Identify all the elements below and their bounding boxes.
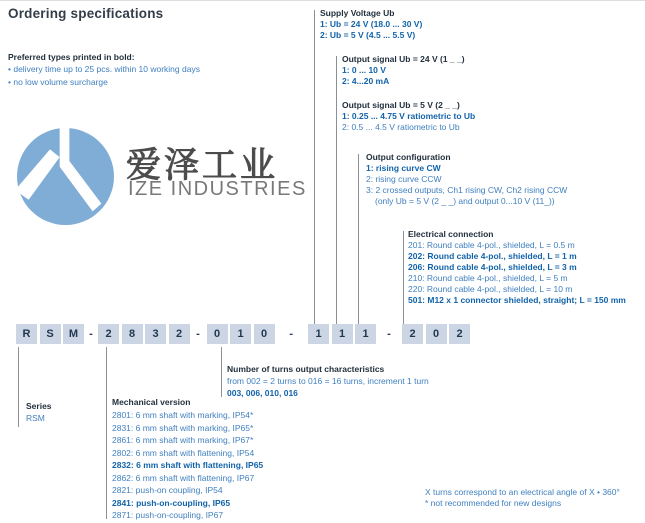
- page-top-rule: [0, 0, 645, 1]
- supply-option-2: 2: Ub = 5 V (4.5 ... 5.5 V): [320, 30, 416, 40]
- number-of-turns-section: [227, 363, 429, 399]
- code-dash: -: [196, 328, 200, 340]
- code-dash: -: [289, 328, 294, 340]
- footnote-turns-angle: X turns correspond to an electrical angle of X • 360°: [425, 487, 620, 497]
- code-char-box: 2: [449, 324, 470, 344]
- turns-preferred-values: 003, 006, 010, 016: [227, 388, 298, 398]
- electrical-connection-heading: Electrical connection: [408, 229, 494, 239]
- code-char-box: 0: [254, 324, 275, 344]
- electrical-option-210: 210: Round cable 4-pol., shielded, L = 5 m: [408, 273, 568, 283]
- mech-option-2821: 2821: push-on coupling, IP54: [112, 485, 223, 495]
- output-signal-24v-section: [342, 54, 465, 87]
- supply-voltage-section: [320, 8, 422, 41]
- mech-option-2832: 2832: 6 mm shaft with flattening, IP65: [112, 460, 264, 470]
- code-char-box: S: [40, 324, 61, 344]
- output-signal-5v-heading: Output signal Ub = 5 V (2 _ _): [342, 100, 460, 110]
- code-char-box: 2: [402, 324, 423, 344]
- electrical-option-201: 201: Round cable 4-pol., shielded, L = 0.5 m: [408, 240, 575, 250]
- out5-option-1: 1: 0.25 ... 4.75 V ratiometric to Ub: [342, 111, 476, 121]
- code-dash: -: [387, 328, 391, 340]
- series-heading: Series: [26, 401, 52, 411]
- mechanical-version-heading: Mechanical version: [112, 397, 191, 407]
- code-char-box: 1: [332, 324, 353, 344]
- preferred-bullet-1: • delivery time up to 25 pcs. within 10 working days: [8, 64, 200, 75]
- outcfg-option-3: 3: 2 crossed outputs, Ch1 rising CW, Ch2 rising CCW: [366, 185, 568, 195]
- connector-line-turns: [221, 347, 222, 397]
- outcfg-option-1: 1: rising curve CW: [366, 163, 441, 173]
- electrical-option-501: 501: M12 x 1 connector shielded, straight; L = 150 mm: [408, 295, 626, 305]
- supply-voltage-heading: Supply Voltage Ub: [320, 8, 395, 18]
- out24-option-2: 2: 4...20 mA: [342, 76, 390, 86]
- ize-logo-icon: [17, 128, 114, 225]
- connector-line-mechanical: [106, 347, 107, 519]
- connector-line-series: [18, 347, 19, 427]
- mechanical-version-section: [112, 396, 263, 522]
- output-configuration-heading: Output configuration: [366, 152, 451, 162]
- outcfg-option-3-note: (only Ub = 5 V (2 _ _) and output 0...10 V (11_)): [375, 196, 555, 206]
- electrical-option-202: 202: Round cable 4-pol., shielded, L = 1 m: [408, 251, 577, 261]
- code-char-box: 1: [230, 324, 251, 344]
- order-code-row: [16, 324, 470, 344]
- code-dash: -: [89, 328, 93, 340]
- logo-english-text: IZE INDUSTRIES: [128, 178, 307, 200]
- output-signal-24v-heading: Output signal Ub = 24 V (1 _ _): [342, 54, 465, 64]
- outcfg-option-2: 2: rising curve CCW: [366, 174, 442, 184]
- electrical-connection-section: [408, 229, 626, 306]
- code-char-box: 2: [169, 324, 190, 344]
- series-value: RSM: [26, 413, 45, 423]
- code-char-box: 1: [308, 324, 329, 344]
- code-char-box: 0: [426, 324, 447, 344]
- preferred-types-block: [8, 51, 200, 88]
- logo-chinese-text: 爱泽工业: [126, 146, 279, 185]
- code-char-box: 2: [98, 324, 119, 344]
- mech-option-2831: 2831: 6 mm shaft with marking, IP65*: [112, 422, 254, 433]
- series-section: [26, 400, 52, 424]
- footnote-not-recommended: * not recommended for new designs: [425, 498, 562, 508]
- number-of-turns-heading: Number of turns output characteristics: [227, 364, 385, 374]
- mech-option-2841: 2841: push-on-coupling, IP65: [112, 497, 231, 508]
- page-title: Ordering specifications: [8, 6, 164, 21]
- out24-option-1: 1: 0 ... 10 V: [342, 65, 386, 75]
- code-char-box: R: [16, 324, 37, 344]
- code-char-box: 1: [355, 324, 376, 344]
- connector-line-output-config: [358, 154, 359, 324]
- code-char-box: M: [63, 324, 84, 344]
- code-char-box: 3: [145, 324, 166, 344]
- code-char-box: 0: [207, 324, 228, 344]
- electrical-option-206: 206: Round cable 4-pol., shielded, L = 3 m: [408, 262, 577, 272]
- mech-option-2861: 2861: 6 mm shaft with marking, IP67*: [112, 435, 254, 445]
- mech-option-2801: 2801: 6 mm shaft with marking, IP54*: [112, 410, 254, 420]
- supply-option-1: 1: Ub = 24 V (18.0 ... 30 V): [320, 19, 423, 29]
- preferred-types-heading: Preferred types printed in bold:: [8, 52, 135, 62]
- connector-line-output-signal: [336, 56, 337, 324]
- connector-line-electrical: [403, 231, 404, 324]
- preferred-bullet-2: • no low volume surcharge: [8, 76, 108, 87]
- connector-line-supply: [314, 10, 315, 324]
- out5-option-2: 2: 0.5 ... 4.5 V ratiometric to Ub: [342, 122, 460, 132]
- footnotes-block: [425, 487, 620, 509]
- mech-option-2871: 2871: push-on-coupling, IP67: [112, 510, 224, 520]
- code-char-box: 8: [122, 324, 143, 344]
- output-signal-5v-section: [342, 100, 475, 133]
- mech-option-2862: 2862: 6 mm shaft with flattening, IP67: [112, 472, 255, 483]
- electrical-option-220: 220: Round cable 4-pol., shielded, L = 10 m: [408, 284, 573, 294]
- output-configuration-section: [366, 152, 567, 207]
- mech-option-2802: 2802: 6 mm shaft with flattening, IP54: [112, 447, 255, 458]
- turns-range-text: from 002 = 2 turns to 016 = 16 turns, increment 1 turn: [227, 376, 429, 386]
